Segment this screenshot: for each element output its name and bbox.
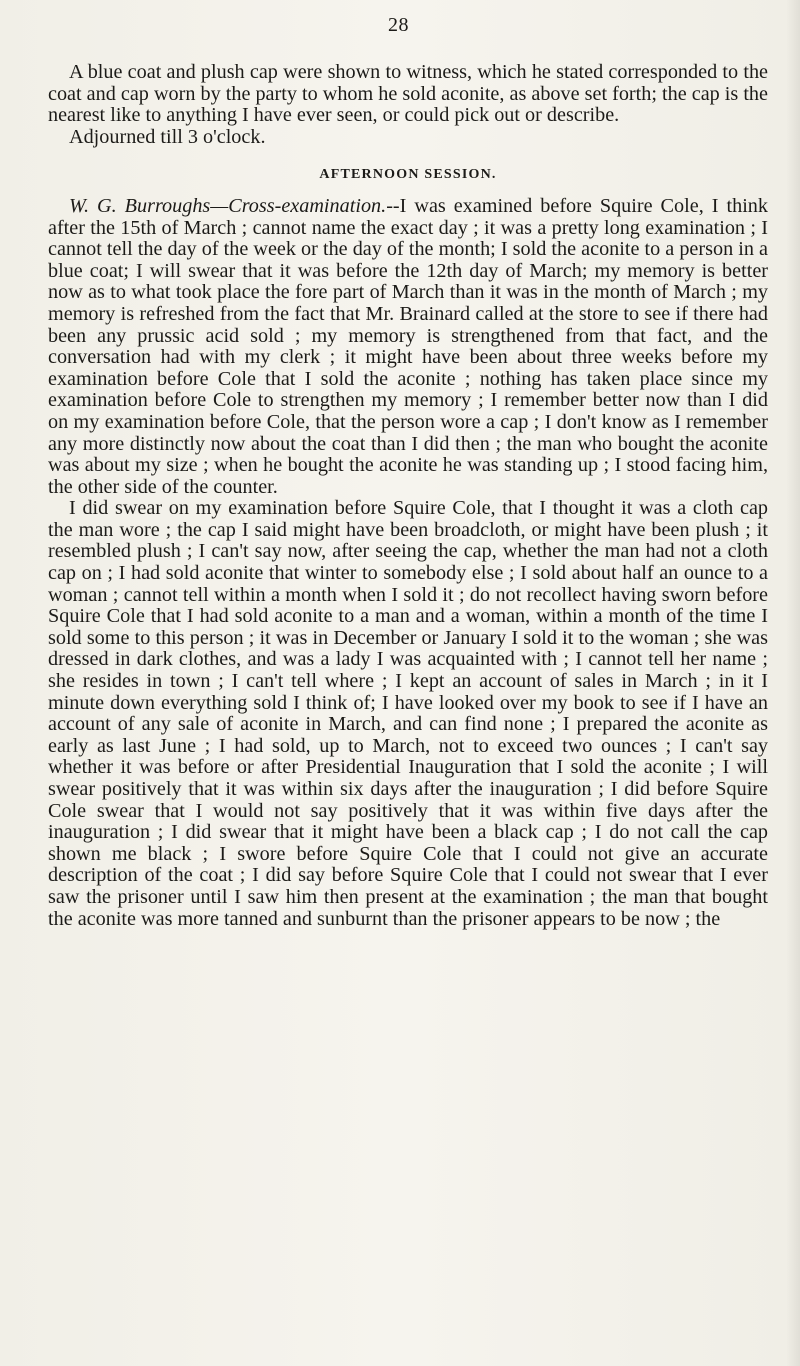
page-edge-shadow [786,0,800,1366]
testimony-text-1: --I was examined before Squire Cole, I think after the 15th of March ; cannot name the exact day ; it was a pretty long examination ; I cannot tell the day of the week or the day of the month; I sold the aconite to a person in a blue coat; I will swear that it was before the 12th day of March; my memory is better now as to what took place the fore part of March than it was in the month of March ; my memory is refreshed from the fact that Mr. Brainard called at the store to see if there had been any prussic acid sold ; my memory is strengthened from that fact, and the conversation had with my clerk ; it might have been about three weeks before my examination before Cole that I sold the aconite ; nothing has taken place since my examination before Cole to strengthen my memory ; I remember better now than I did on my examination before Cole, that the person wore a cap ; I don't know as I remember any more distinctly now about the coat than I did then ; the man who bought the aconite was about my size ; when he bought the aconite he was standing up ; I stood facing him, the other side of the counter. [48,194,768,498]
page-number: 28 [388,14,409,36]
paragraph-testimony-continued: I did swear on my examination before Squire Cole, that I thought it was a cloth cap the man wore ; the cap I said might have been broadcloth, or might have been plush ; it resembled plush ; I can't say now, after seeing the cap, whether the man had not a cloth cap on ; I had sold aconite that winter to somebody else ; I sold about half an ounce to a woman ; cannot tell within a month when I sold it ; do not recollect having sworn before Squire Cole that I had sold aconite to a man and a woman, within a month of the time I sold some to this person ; it was in December or January I sold it to the woman ; she was dressed in dark clothes, and was a lady I was acquainted with ; I cannot tell her name ; she resides in town ; I can't tell where ; I kept an account of sales in March ; in it I minute down everything sold I think of; I have looked over my book to see if I have an account of any sale of aconite in March, and can find none ; I prepared the aconite as early as last June ; I had sold, up to March, not to exceed two ounces ; I can't say whether it was before or after Presidential Inauguration that I sold the aconite ; I will swear positively that it was within six days after the inauguration ; I did before Squire Cole swear that I would not say positively that it was within five days after the inauguration ; I did swear that it might have been a black cap ; I do not call the cap shown me black ; I swore before Squire Cole that I could not give an accurate description of the coat ; I did say before Squire Cole that I could not swear that I ever saw the prisoner until I saw him then present at the examination ; the man that bought the aconite was more tanned and sunburnt than the prisoner appears to be now ; the [48,497,768,930]
paragraph-cross-examination [48,196,768,498]
paragraph-adjourned: Adjourned till 3 o'clock. [69,125,266,148]
speaker-name: W. G. Burroughs—Cross-examination. [69,194,387,217]
page-body [48,62,768,930]
paragraph-coat-and-cap: A blue coat and plush cap were shown to witness, which he stated corresponded to the coat and cap worn by the party to whom he sold aconite, as above set forth; the cap is the nearest like to anything I have ever seen, or could pick out or describe. [48,61,768,127]
section-heading: AFTERNOON SESSION. [319,167,497,183]
